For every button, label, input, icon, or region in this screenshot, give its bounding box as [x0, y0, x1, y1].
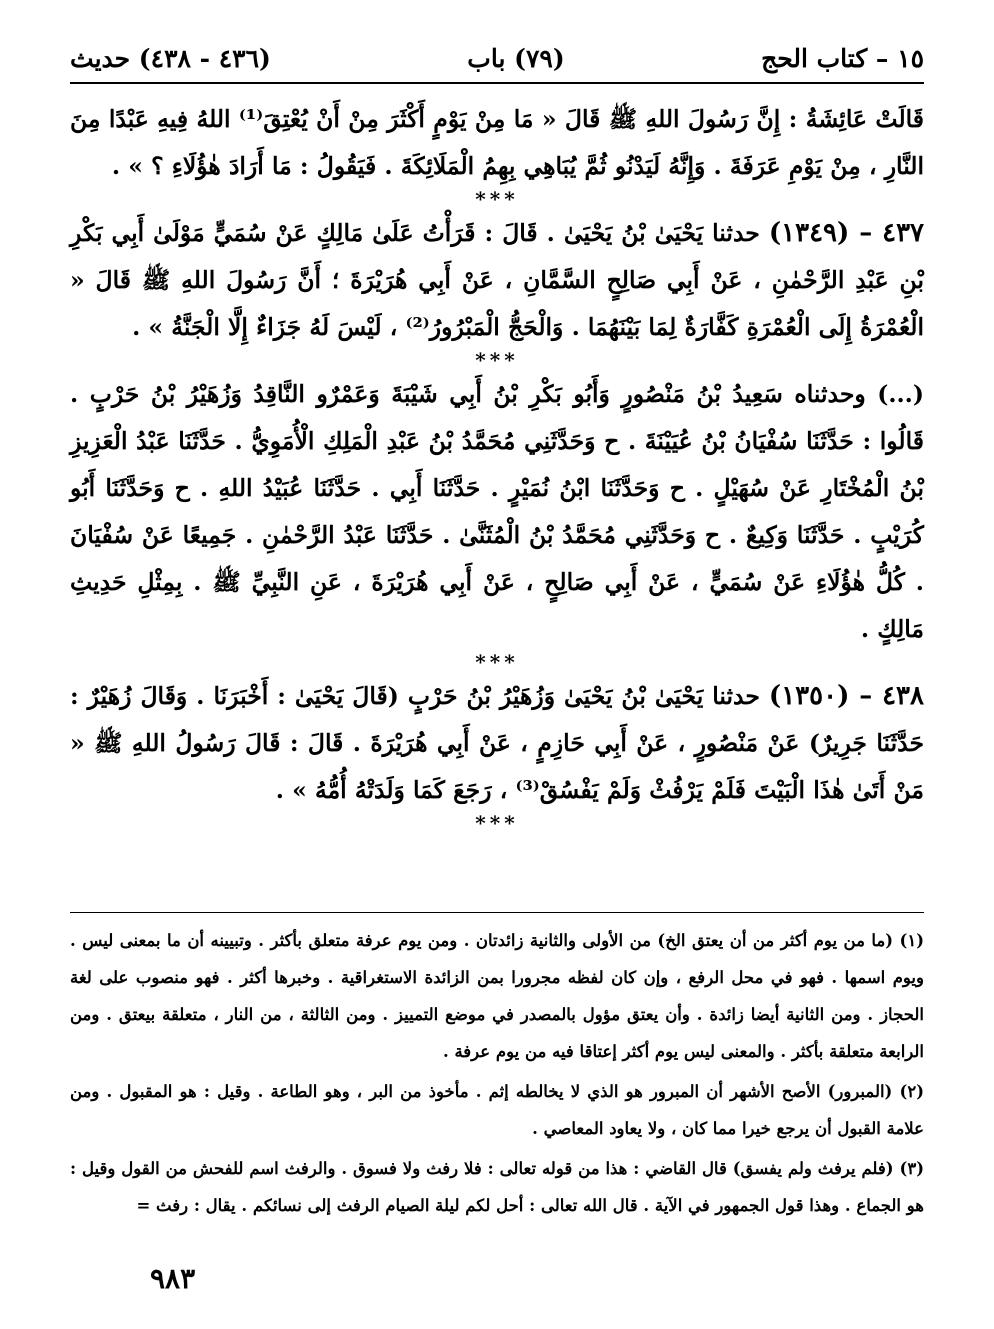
hadith-438 [70, 673, 924, 814]
separator-stars: *** [475, 187, 519, 211]
hadith-text: حدثنا يَحْيَىٰ بْنُ يَحْيَىٰ . قَالَ : قَرَأْتُ عَلَىٰ مَالِكٍ عَنْ سُمَيٍّ مَوْلَىٰ أَبِي بَكْرِ بْنِ عَبْدِ الرَّحْمٰنِ ، عَنْ أَبِي صَالِحٍ السَّمَّانِ ، عَنْ أَبِي هُرَيْرَةَ ؛ أَنَّ رَسُولَ اللهِ ﷺ قَالَ « الْعُمْرَةُ إِلَى الْعُمْرَةِ كَفَّارَةٌ لِمَا بَيْنَهُمَا . وَالْحَجُّ الْمَبْرُورُ⁽²⁾ ، لَيْسَ لَهُ جَزَاءٌ إِلَّا الْجَنَّةُ » . [70, 219, 924, 341]
main-text [70, 96, 924, 834]
page-number: ٩٨٣ [150, 1262, 196, 1295]
header-chapter: (٧٩) باب [467, 43, 565, 73]
separator-stars: *** [475, 348, 519, 372]
separator-stars: *** [475, 811, 519, 835]
footnotes [70, 922, 924, 1227]
footnote-2: (٢) (المبرور) الأصح الأشهر أن المبرور هو الذي لا يخالطه إثم . مأخوذ من البر ، وهو الطاعة . وقيل : هو المقبول . ومن علامة القبول أن يرجع خيرا مما كان ، ولا يعاود المعاصي . [70, 1082, 924, 1138]
hadith-text: حدثنا يَحْيَىٰ بْنُ يَحْيَىٰ وَزُهَيْرُ بْنُ حَرْبٍ (قَالَ يَحْيَىٰ : أَخْبَرَنَا . وَقَالَ زُهَيْرٌ : حَدَّثَنَا جَرِيرٌ) عَنْ مَنْصُورٍ ، عَنْ أَبِي حَازِمٍ ، عَنْ أَبِي هُرَيْرَةَ . قَالَ : قَالَ رَسُولُ اللهِ ﷺ « مَنْ أَتَىٰ هٰذَا الْبَيْتَ فَلَمْ يَرْفُثْ وَلَمْ يَفْسُقْ⁽³⁾ ، رَجَعَ كَمَا وَلَدَتْهُ أُمُّهُ » . [70, 682, 924, 804]
hadith-continuation: قَالَتْ عَائِشَةُ : إِنَّ رَسُولَ اللهِ ﷺ قَالَ « مَا مِنْ يَوْمٍ أَكْثَرَ مِنْ أَنْ يُعْتِقَ⁽¹⁾ اللهُ فِيهِ عَبْدًا مِنَ النَّارِ ، مِنْ يَوْمِ عَرَفَةَ . وَإِنَّهُ لَيَدْنُو ثُمَّ يُبَاهِي بِهِمُ الْمَلَائِكَةَ . فَيَقُولُ : مَا أَرَادَ هٰؤُلَاءِ ؟ » . [70, 105, 925, 180]
header-hadith-range: (٤٣٦ - ٤٣٨) حديث [70, 43, 271, 73]
hadith-437 [70, 210, 924, 351]
footnote-3: (٣) (فلم يرفث ولم يفسق) قال القاضي : هذا من قوله تعالى : فلا رفث ولا فسوق . والرفث اسم للفحش من القول وقيل : هو الجماع . وهذا قول الجمهور في الآية . قال الله تعالى : أحل لكم ليلة الصيام الرفث إلى نسائكم . يقال : رفث = [70, 1159, 924, 1215]
hadith-chain: (...) وحدثناه سَعِيدُ بْنُ مَنْصُورٍ وَأَبُو بَكْرِ بْنُ أَبِي شَيْبَةَ وَعَمْرٌو النَّاقِدُ وَزُهَيْرُ بْنُ حَرْبٍ . قَالُوا : حَدَّثَنَا سُفْيَانُ بْنُ عُيَيْنَةَ . ح وَحَدَّثَنِي مُحَمَّدُ بْنُ عَبْدِ الْمَلِكِ الْأُمَوِيُّ . حَدَّثَنَا عَبْدُ الْعَزِيزِ بْنُ الْمُخْتَارِ عَنْ سُهَيْلٍ . ح وَحَدَّثَنَا ابْنُ نُمَيْرٍ . حَدَّثَنَا أَبِي . حَدَّثَنَا عُبَيْدُ اللهِ . ح وَحَدَّثَنَا أَبُو كُرَيْبٍ . حَدَّثَنَا وَكِيعٌ . ح وَحَدَّثَنِي مُحَمَّدُ بْنُ الْمُثَنَّىٰ . حَدَّثَنَا عَبْدُ الرَّحْمٰنِ . جَمِيعًا عَنْ سُفْيَانَ . كُلُّ هٰؤُلَاءِ عَنْ سُمَيٍّ ، عَنْ أَبِي صَالِحٍ ، عَنْ أَبِي هُرَيْرَةَ ، عَنِ النَّبِيِّ ﷺ . بِمِثْلِ حَدِيثِ مَالِكٍ . [70, 380, 924, 643]
header-divider [70, 82, 924, 84]
header-book-title: ١٥ – كتاب الحج [761, 43, 924, 73]
hadith-number: ٤٣٨ – (١٣٥٠) [768, 681, 924, 711]
footnote-1: (١) (ما من يوم أكثر من أن يعتق الخ) من الأولى والثانية زائدتان . ومن يوم عرفة متعلق بأكثر . وتبيينه أن ما بمعنى ليس . ويوم اسمها . فهو في محل الرفع ، وإن كان لفظه مجرورا بمن الزائدة الاستغراقية . وخبرها أكثر . فهو منصوب على لغة الحجاز . ومن الثانية أيضا زائدة . وأن يعتق مؤول بالمصدر في موضع التمييز . ومن الثالثة ، من النار ، متعلقة بيعتق . ومن الرابعة متعلقة بأكثر . والمعنى ليس يوم أكثر إعتاقا فيه من يوم عرفة . [70, 931, 924, 1061]
hadith-number: ٤٣٧ – (١٣٤٩) [768, 218, 925, 248]
separator-stars: *** [475, 650, 519, 674]
footnote-divider [70, 912, 924, 913]
running-header [70, 38, 924, 78]
